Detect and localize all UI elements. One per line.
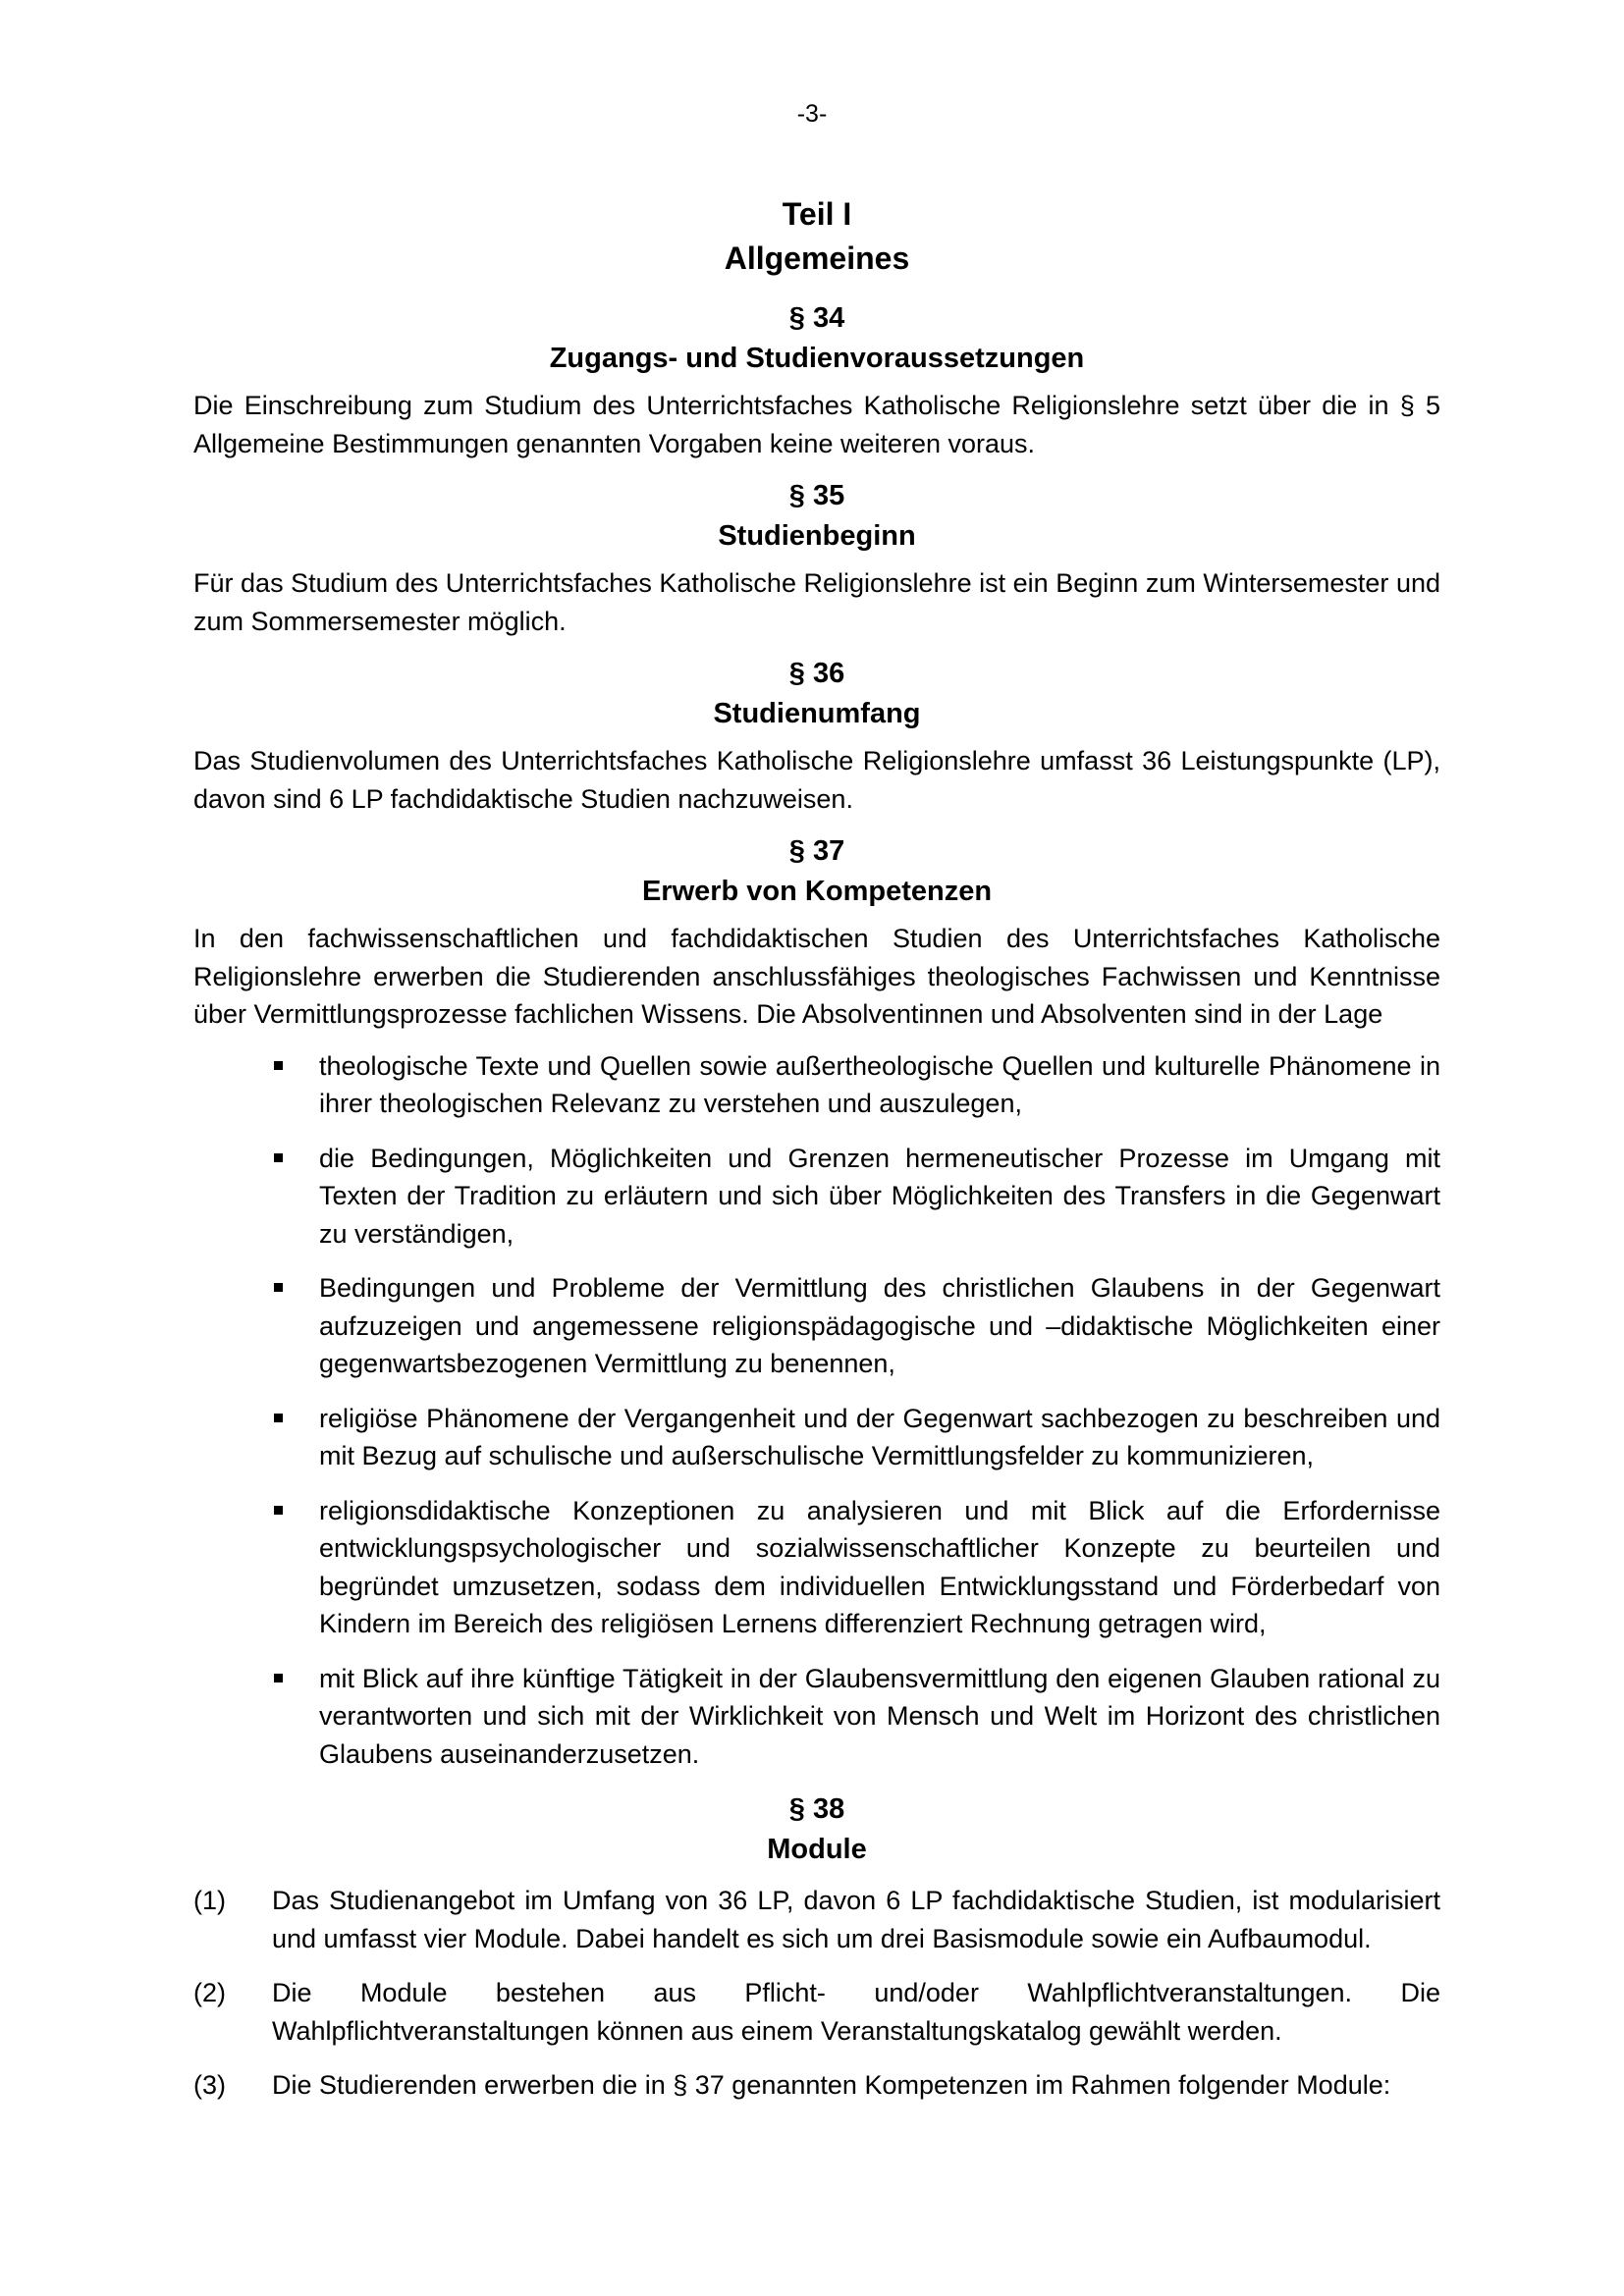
list-item: religiöse Phänomene der Vergangenheit und der Gegenwart sachbezogen zu beschreiben und mit Bezug auf schulische und außerschulische Vermittlungsfelder zu kommunizieren, bbox=[319, 1400, 1440, 1475]
section-number: § 34 bbox=[788, 302, 845, 334]
paragraph-text: Das Studienangebot im Umfang von 36 LP, davon 6 LP fachdidaktische Studien, ist modularisiert und umfasst vier Module. Dabei handelt es sich um drei Basismodule sowie ein Aufbaumodul. bbox=[272, 1886, 1440, 1953]
section-35 bbox=[193, 476, 1440, 640]
document-body bbox=[193, 192, 1440, 2121]
list-item: mit Blick auf ihre künftige Tätigkeit in der Glaubensvermittlung den eigenen Glauben rational zu verantworten und sich mit der Wirklichkeit von Mensch und Welt im Horizont des christlichen Glaubens auseinanderzusetzen. bbox=[319, 1660, 1440, 1774]
paragraph-number: (3) bbox=[193, 2070, 226, 2100]
section-title: Zugangs- und Studienvoraussetzungen bbox=[549, 343, 1085, 374]
part-number: Teil I bbox=[782, 196, 852, 232]
section-heading bbox=[193, 1789, 1440, 1870]
section-heading bbox=[193, 298, 1440, 379]
paragraph-text: Die Module bestehen aus Pflicht- und/oder Wahlpflichtveranstaltungen. Die Wahlpflichtveranstaltungen können aus einem Veranstaltungskatalog gewählt werden. bbox=[272, 1978, 1440, 2046]
numbered-paragraph bbox=[193, 1882, 1440, 1957]
list-item: religionsdidaktische Konzeptionen zu analysieren und mit Blick auf die Erfordernisse entwicklungspsychologischer und sozialwissenschaftlicher Konzepte zu beurteilen und begründet umzusetzen, sodass dem individuellen Entwicklungsstand und Förderbedarf von Kindern im Bereich des religiösen Lernens differenziert Rechnung getragen wird, bbox=[319, 1492, 1440, 1643]
section-number: § 35 bbox=[788, 480, 845, 511]
section-text: In den fachwissenschaftlichen und fachdidaktischen Studien des Unterrichtsfaches Katholische Religionslehre erwerben die Studierenden anschlussfähiges theologisches Fachwissen und Kenntnisse über Vermittlungsprozesse fachlichen Wissens. Die Absolventinnen und Absolventen sind in der Lage bbox=[193, 924, 1440, 1029]
paragraph-text: Die Studierenden erwerben die in § 37 genannten Kompetenzen im Rahmen folgender Module: bbox=[272, 2070, 1391, 2100]
paragraph-number: (1) bbox=[193, 1886, 226, 1915]
section-heading bbox=[193, 476, 1440, 557]
section-title: Module bbox=[767, 1834, 867, 1865]
section-number: § 36 bbox=[788, 658, 845, 689]
competency-list bbox=[193, 1047, 1440, 1774]
section-heading bbox=[193, 654, 1440, 734]
section-number: § 37 bbox=[788, 835, 845, 867]
numbered-paragraph bbox=[193, 1974, 1440, 2050]
list-item: Bedingungen und Probleme der Vermittlung des christlichen Glaubens in der Gegenwart aufzuzeigen und angemessene religionspädagogische und –didaktische Möglichkeiten einer gegenwartsbezogenen Vermittlung zu benennen, bbox=[319, 1269, 1440, 1383]
section-37 bbox=[193, 831, 1440, 1773]
list-item: die Bedingungen, Möglichkeiten und Grenzen hermeneutischer Prozesse im Umgang mit Texten der Tradition zu erläutern und sich über Möglichkeiten des Transfers in die Gegenwart zu verständigen, bbox=[319, 1140, 1440, 1254]
section-title: Erwerb von Kompetenzen bbox=[641, 876, 993, 907]
section-heading bbox=[193, 831, 1440, 912]
part-title: Allgemeines bbox=[724, 240, 910, 276]
section-text: Die Einschreibung zum Studium des Unterrichtsfaches Katholische Religionslehre setzt über die in § 5 Allgemeine Bestimmungen genannten Vorgaben keine weiteren voraus. bbox=[193, 391, 1440, 458]
section-title: Studienbeginn bbox=[718, 520, 916, 552]
module-paragraphs bbox=[193, 1882, 1440, 2105]
section-number: § 38 bbox=[788, 1793, 845, 1825]
section-34 bbox=[193, 298, 1440, 462]
section-text: Das Studienvolumen des Unterrichtsfaches Katholische Religionslehre umfasst 36 Leistungspunkte (LP), davon sind 6 LP fachdidaktische Studien nachzuweisen. bbox=[193, 746, 1440, 814]
page-number: -3- bbox=[796, 100, 828, 128]
numbered-paragraph bbox=[193, 2066, 1440, 2105]
section-title: Studienumfang bbox=[713, 698, 921, 729]
part-heading bbox=[193, 192, 1440, 281]
section-36 bbox=[193, 654, 1440, 818]
list-item: theologische Texte und Quellen sowie außertheologische Quellen und kulturelle Phänomene in ihrer theologischen Relevanz zu verstehen und auszulegen, bbox=[319, 1047, 1440, 1123]
section-38 bbox=[193, 1789, 1440, 2105]
paragraph-number: (2) bbox=[193, 1978, 226, 2007]
section-text: Für das Studium des Unterrichtsfaches Katholische Religionslehre ist ein Beginn zum Wintersemester und zum Sommersemester möglich. bbox=[193, 568, 1440, 636]
